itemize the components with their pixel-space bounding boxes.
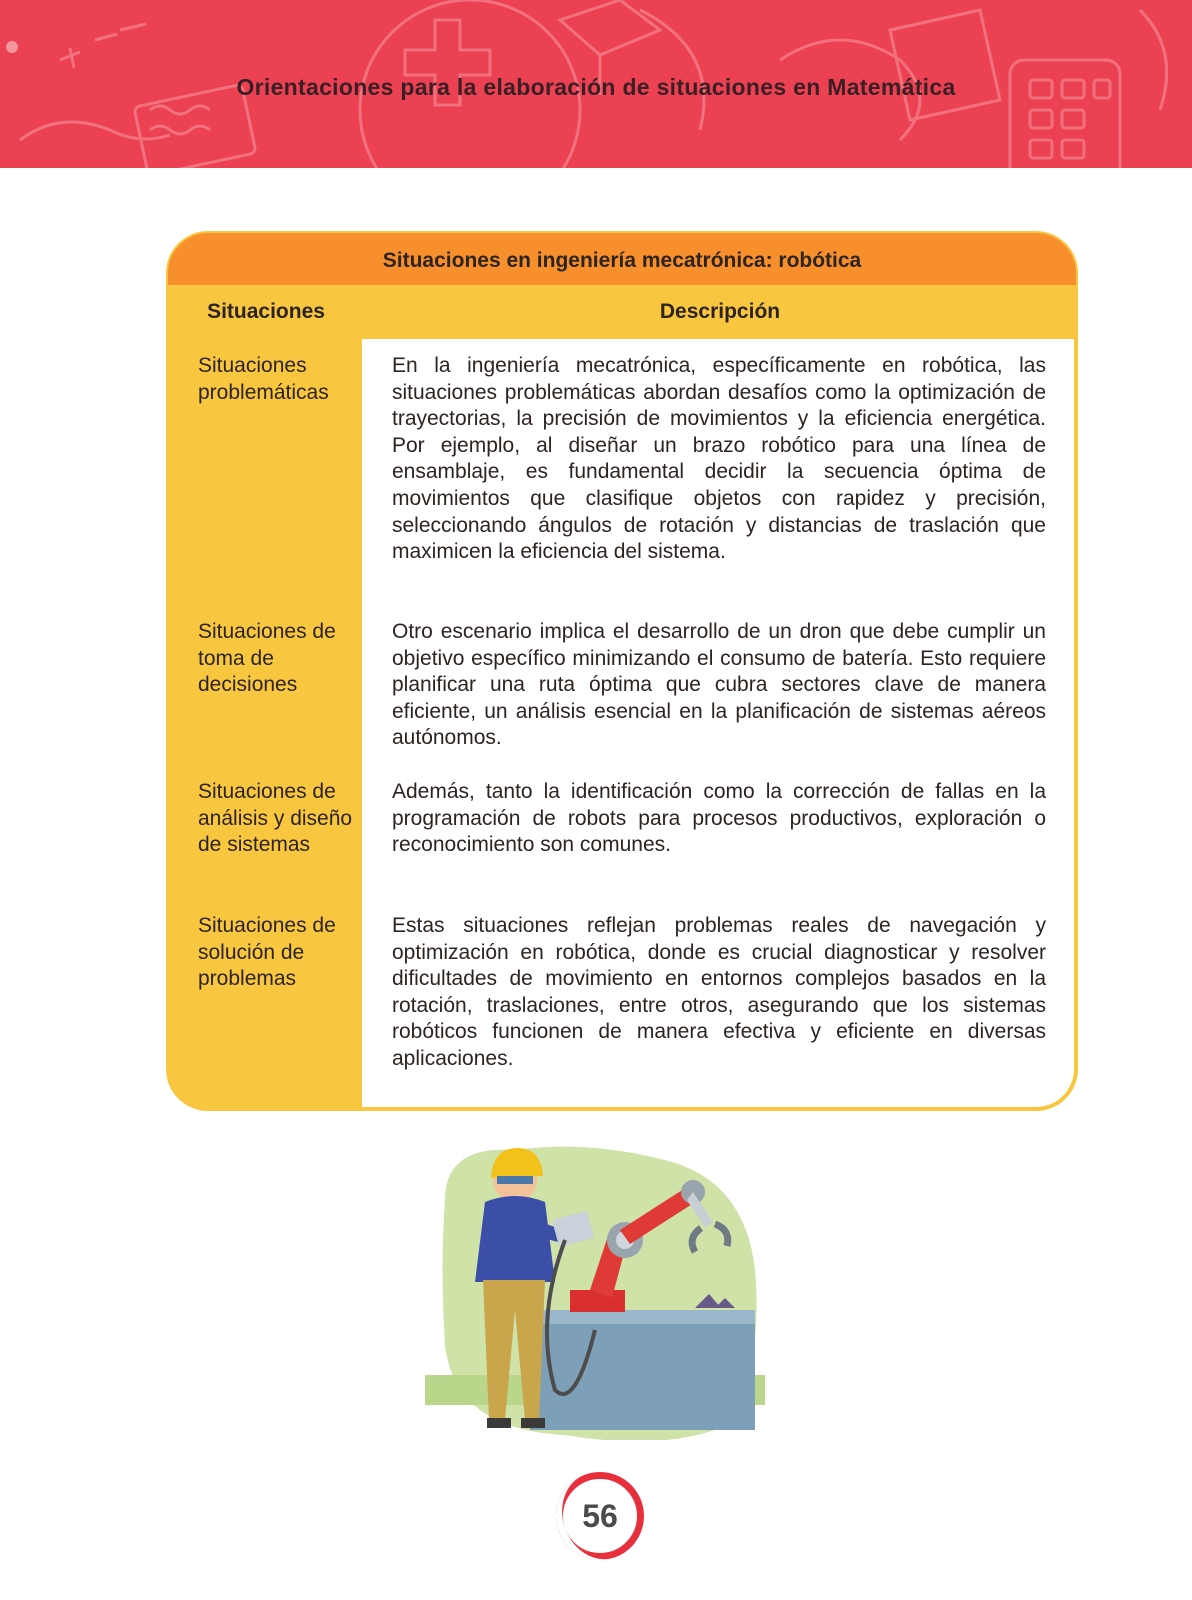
- column-header-description: Descripción: [659, 300, 781, 323]
- row-description: Estas situaciones reflejan problemas reales de navegación y optimización en robótica, donde es crucial diagnosticar y resolver dificultades de movimiento en entornos complejos basados en la rotación, traslaciones, entre otros, asegurando que los sistemas robóticos funcionen de manera efectiva y eficiente en diversas aplicaciones.: [392, 914, 1046, 1070]
- row-label: Situaciones problemáticas: [198, 354, 329, 404]
- page-header-title: Orientaciones para la elaboración de situaciones en Matemática: [236, 74, 956, 100]
- page-number-badge: [556, 1472, 644, 1560]
- situations-table: [168, 233, 1076, 1109]
- row-description: Otro escenario implica el desarrollo de un dron que debe cumplir un objetivo específico minimizando el consumo de batería. Esto requiere planificar una ruta óptima que cubra sectores clave de manera eficiente, un análisis esencial en la planificación de sistemas aéreos autónomos.: [392, 620, 1046, 750]
- row-label: Situaciones de toma de decisiones: [198, 620, 336, 697]
- row-label: Situaciones de solución de problemas: [198, 914, 336, 991]
- header-banner: [0, 0, 1192, 168]
- engineer-robot-arm-illustration: [425, 1140, 765, 1440]
- table-title: Situaciones en ingeniería mecatrónica: robótica: [168, 233, 1076, 285]
- column-header-situations: Situaciones: [207, 300, 325, 323]
- page-number: 56: [582, 1498, 618, 1534]
- row-description: En la ingeniería mecatrónica, específicamente en robótica, las situaciones problemáticas abordan desafíos como la optimización de trayectorias, la precisión de movimientos y la eficiencia energética. Por ejemplo, al diseñar un brazo robótico para una línea de ensamblaje, es fundamental decidir la secuencia óptima de movimientos que clasifique objetos con rapidez y precisión, seleccionando ángulos de rotación y distancias de traslación que maximicen la eficiencia del sistema.: [392, 354, 1046, 564]
- row-description: Además, tanto la identificación como la corrección de fallas en la programación de robots para procesos productivos, exploración o reconocimiento son comunes.: [392, 780, 1046, 857]
- row-label: Situaciones de análisis y diseño de sistemas: [198, 780, 353, 857]
